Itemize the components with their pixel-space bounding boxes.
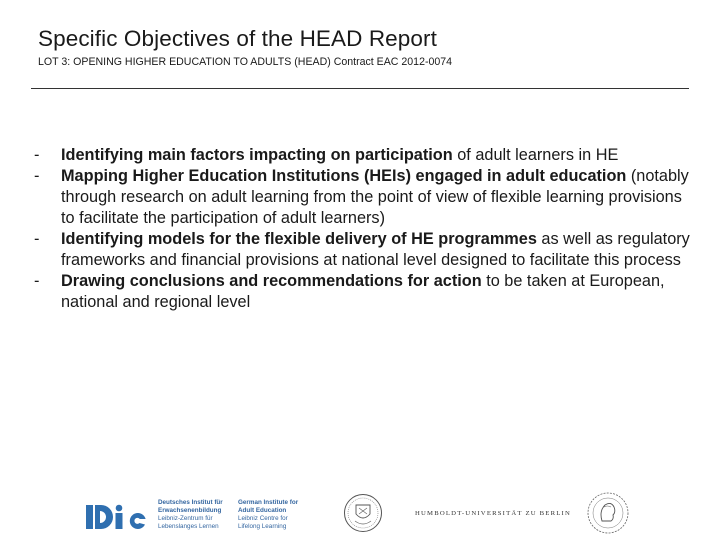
humboldt-portrait-icon <box>586 491 630 535</box>
die-name-en: German Institute for Adult Education <box>238 499 299 514</box>
list-item <box>34 229 694 271</box>
list-item <box>34 271 694 313</box>
objectives-list <box>34 145 694 313</box>
university-seal-icon <box>343 493 383 533</box>
slide-title: Specific Objectives of the HEAD Report <box>38 26 437 51</box>
bullet-dash: - <box>34 146 40 164</box>
footer-logos <box>0 485 720 540</box>
die-center-en: Leibniz Centre for Lifelong Learning <box>238 515 288 530</box>
die-center-de: Leibniz-Zentrum für Lebenslanges Lernen <box>158 515 219 530</box>
list-item <box>34 145 694 166</box>
die-logo <box>86 503 150 533</box>
item-bold-text: Drawing conclusions and recommendations for action <box>61 272 482 290</box>
item-bold-text: Identifying models for the flexible delivery of HE programmes <box>61 230 537 248</box>
bullet-dash: - <box>34 272 40 290</box>
item-bold-text: Mapping Higher Education Institutions (HEIs) engaged in adult education <box>61 167 627 185</box>
item-text: of adult learners in HE <box>452 146 619 164</box>
item-text: as well as regulatory frameworks and financial provisions at national level designed to facilitate this process <box>61 230 690 269</box>
slide-subtitle: LOT 3: OPENING HIGHER EDUCATION TO ADULTS (HEAD) Contract EAC 2012-0074 <box>38 56 453 68</box>
bullet-dash: - <box>34 167 40 185</box>
bullet-dash: - <box>34 230 40 248</box>
item-text: to be taken at European, national and regional level <box>61 272 665 311</box>
item-text: (notably through research on adult learning from the point of view of flexible learning provisions to facilitate the participation of adult learners) <box>61 167 689 227</box>
university-name: HUMBOLDT-UNIVERSITÄT ZU BERLIN <box>415 510 571 517</box>
header-divider <box>31 88 689 89</box>
list-item <box>34 166 694 229</box>
die-name-de: Deutsches Institut für Erwachsenenbildung <box>158 499 223 514</box>
item-bold-text: Identifying main factors impacting on participation <box>61 146 453 164</box>
